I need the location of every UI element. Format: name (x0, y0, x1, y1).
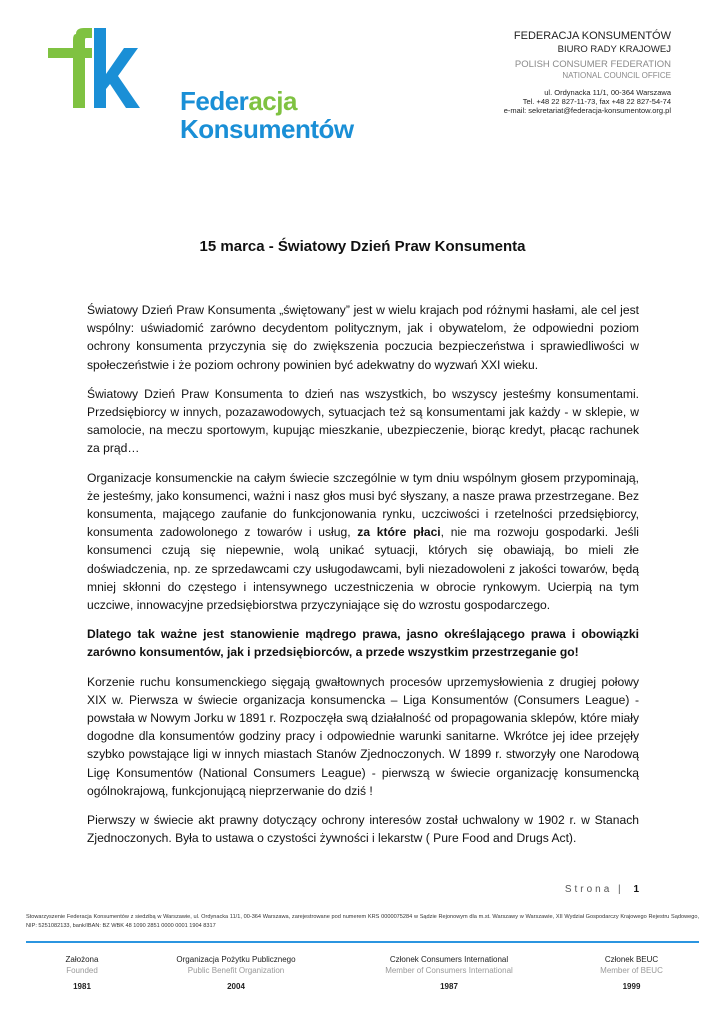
footer-title: Założona (65, 955, 99, 964)
footer-title: Organizacja Pożytku Publicznego (176, 955, 296, 964)
footer-title: Członek Consumers International (389, 955, 509, 964)
footer-consumers-international (334, 954, 564, 992)
letterhead (504, 30, 671, 116)
footer-subtitle: Public Benefit Organization (187, 966, 285, 975)
document-body (87, 301, 639, 858)
footer-title: Członek BEUC (604, 955, 659, 964)
logo-text-line2: Konsumentów (180, 114, 354, 144)
paragraph-3-text-a: Organizacje konsumenckie na całym świecie szczególnie w tym dniu wspólnym głosem przypominają, że jesteśmy, jako konsumenci, ważni i nasz głos musi być słyszany, a nasze prawa przestrzegane. Bez konsumenta, mającego zaufanie do funkcjonowania rynku, uczciwości i rzetelności przedsiębiorcy, konsumenta zadowolonego z towarów i usług, (87, 470, 639, 540)
federation-logo (44, 28, 354, 144)
footer-year: 1999 (622, 982, 641, 991)
footer-founded (26, 954, 138, 992)
footer-subtitle: Member of BEUC (600, 966, 663, 975)
address: ul. Ordynacka 11/1, 00-364 Warszawa (544, 87, 671, 97)
logo-text-part1: Feder (180, 86, 249, 116)
paragraph-6: Pierwszy w świecie akt prawny dotyczący ochrony interesów został uchwalony w 1902 r. w Stanach Zjednoczonych. Była to ustawa o czystości żywności i lekarstw ( Pure Food and Drugs Act). (87, 813, 639, 846)
paragraph-3 (87, 469, 639, 615)
footer-year: 1987 (440, 982, 458, 991)
footer-year: 1981 (73, 982, 91, 991)
registration-note: Stowarzyszenie Federacja Konsumentów z siedzibą w Warszawie, ul. Ordynacka 11/1, 00-364 Warszawa, zarejestrowane pod numerem KRS 0000075284 w Sądzie Rejonowym dla m.st. Warszawy w Warszawie, XII Wydział Gospodarczy Krajowego Rejestru Sądowego, NIP: 5251082133, bank/IBAN: BZ WBK 48 1090 2851 0000 0001 1904 8317 (26, 914, 699, 929)
footer-divider (26, 941, 699, 943)
footer-subtitle: Founded (66, 966, 98, 975)
logo-wordmark (180, 88, 354, 142)
paragraph-4-bold: Dlatego tak ważne jest stanowienie mądrego prawa, jasno określającego prawa i obowiązki zarówno konsumentów, jak i przedsiębiorców, a przede wszystkim przestrzeganie go! (87, 627, 639, 660)
paragraph-1: Światowy Dzień Praw Konsumenta „świętowany” jest w wielu krajach pod różnymi hasłami, ale cel jest wspólny: uświadomić zarówno decydentom politycznym, jak i obywatelom, że odpowiedni poziom ochrony konsumenta przyczynia się do zwiększenia poczucia bezpieczeństwa i sprawiedliwości w społeczeństwie i że poziom ochrony powinien być adekwatny do wyzwań XXI wieku. (87, 303, 639, 372)
paragraph-3-bold: za które płaci (357, 525, 441, 540)
office-name: BIURO RADY KRAJOWEJ (557, 43, 671, 55)
footer (26, 954, 699, 992)
footer-public-benefit (138, 954, 334, 992)
page-label: Strona (564, 884, 613, 895)
logo-text-part2: acja (248, 86, 297, 116)
paragraph-5: Korzenie ruchu konsumenckiego sięgają gwałtownych procesów uprzemysłowienia z drugiej połowy XIX w. Pierwsza w świecie organizacja konsumencka – Liga Konsumentów (Consumers League) - powstała w Nowym Jorku w 1891 r. Rozpoczęła swą działalność od propagowania sklepów, które miały dogodne dla konsumentów godziny pracy i odpowiednie warunki sanitarne. Wkrótce jej idee przejęły szybko powstające ligi w innych miastach Stanów Zjednoczonych. W 1899 r. stworzyły one Narodową Ligę Konsumentów (National Consumers League) - pierwszą w świecie organizację konsumencką ogólnokrajową, funkcjonującą nieprzerwanie do dziś ! (87, 674, 639, 798)
document-title: 15 marca - Światowy Dzień Praw Konsumenta (199, 238, 526, 255)
fk-logo-icon (44, 28, 140, 114)
footer-year: 2004 (227, 982, 245, 991)
footer-beuc (564, 954, 699, 992)
page-number: Strona | 1 (564, 884, 639, 895)
phone: Tel. +48 22 827-11-73, fax +48 22 827-54-74 (522, 96, 671, 106)
paragraph-2: Światowy Dzień Praw Konsumenta to dzień nas wszystkich, bo wszyscy jesteśmy konsumentami. Przedsiębiorcy w innych, pozazawodowych, sytuacjach też są konsumentami jak każdy - w sklepie, w samolocie, na meczu sportowym, kupując mieszkanie, ubezpieczenie, biorąc kredyt, płacąc rachunek za prąd… (87, 386, 639, 456)
org-name-en: POLISH CONSUMER FEDERATION (514, 58, 671, 70)
org-name: FEDERACJA KONSUMENTÓW (513, 30, 671, 42)
page-number-value: 1 (633, 884, 639, 895)
office-name-en: NATIONAL COUNCIL OFFICE (562, 70, 671, 80)
footer-subtitle: Member of Consumers International (385, 966, 513, 975)
email: e-mail: sekretariat@federacja-konsumentow.org.pl (503, 106, 671, 116)
paragraph-3-text-c: , nie ma rozwoju gospodarki. Jeśli konsumenci czują się niepewnie, wolą unikać sytuacji, których się obawiają, bo mieli złe doświadczenia, np. ze sprzedawcami czy usługodawcami, byli niezadowoleni z jakości towarów, będą mniej skłonni do częstego i intensywnego uczestniczenia w obrocie rynkowym. Ucierpią na tym uczciwe, innowacyjne przedsiębiorstwa przyczyniające się do wzrostu gospodarczego. (87, 525, 639, 613)
